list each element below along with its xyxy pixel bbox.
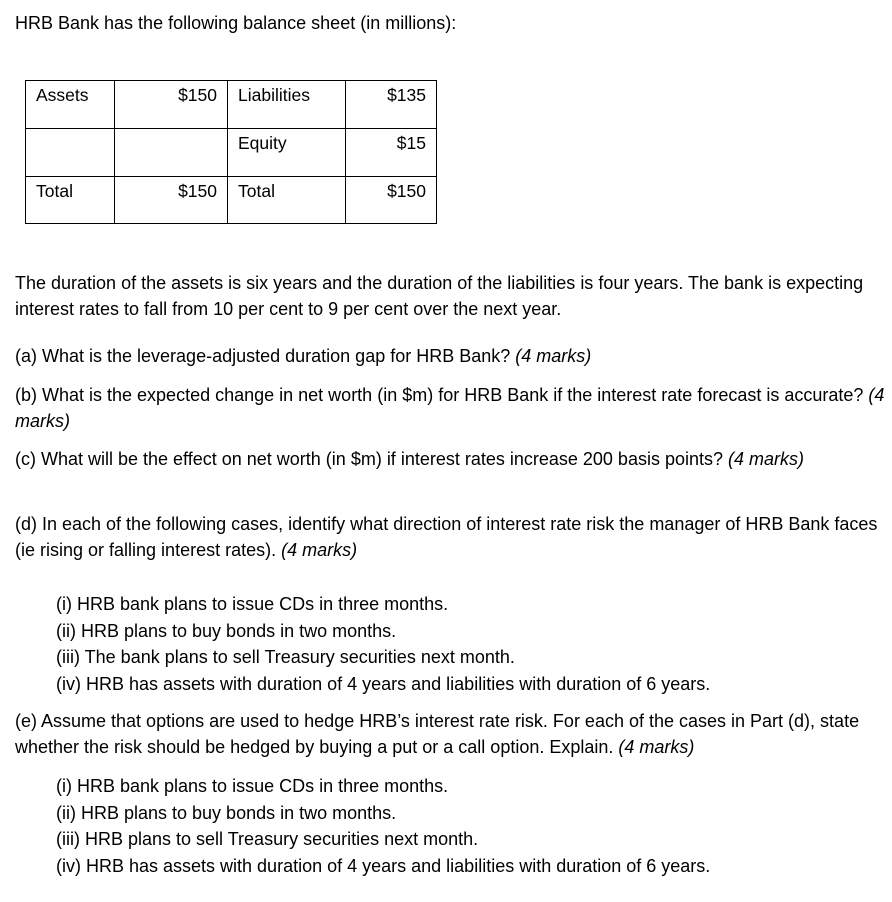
question-d-cases [56, 591, 710, 697]
question-b-marks: (4 marks) [15, 385, 885, 431]
question-d-text: (d) In each of the following cases, identify what direction of interest rate risk the manager of HRB Bank faces (ie rising or falling interest rates). [15, 514, 878, 560]
table-cell: Total [228, 177, 346, 224]
table-cell: $15 [346, 129, 437, 177]
table-cell: $150 [115, 177, 228, 224]
question-e-marks: (4 marks) [618, 737, 695, 757]
question-c-text: (c) What will be the effect on net worth (in $m) if interest rates increase 200 basis points? [15, 449, 728, 469]
list-item: (i) HRB bank plans to issue CDs in three months. [56, 594, 449, 614]
table-row [26, 177, 437, 224]
list-item: (iii) The bank plans to sell Treasury securities next month. [56, 647, 515, 667]
question-d-marks: (4 marks) [281, 540, 358, 560]
balance-sheet-table [25, 80, 437, 224]
question-c-marks: (4 marks) [728, 449, 804, 469]
question-d [15, 511, 885, 563]
list-item: (iii) HRB plans to sell Treasury securities next month. [56, 829, 479, 849]
question-a-marks: (4 marks) [515, 346, 592, 366]
question-e-cases [56, 773, 710, 879]
list-item: (iv) HRB has assets with duration of 4 years and liabilities with duration of 6 years. [56, 855, 711, 876]
question-b [15, 382, 885, 434]
table-cell: Liabilities [228, 81, 346, 129]
list-item: (ii) HRB plans to buy bonds in two months. [56, 620, 397, 641]
table-cell: $150 [346, 177, 437, 224]
table-cell: Assets [26, 81, 115, 129]
table-row [26, 81, 437, 129]
question-b-text: (b) What is the expected change in net worth (in $m) for HRB Bank if the interest rate forecast is accurate? [15, 385, 869, 405]
list-item: (ii) HRB plans to buy bonds in two months. [56, 802, 397, 823]
table-cell: $150 [115, 81, 228, 129]
question-a-text: (a) What is the leverage-adjusted duration gap for HRB Bank? [15, 346, 516, 366]
list-item: (i) HRB bank plans to issue CDs in three months. [56, 776, 449, 796]
table-cell: Equity [228, 129, 346, 177]
question-c [15, 446, 885, 472]
description-paragraph: The duration of the assets is six years and the duration of the liabilities is four years. The bank is expecting interest rates to fall from 10 per cent to 9 per cent over the next year. [15, 273, 864, 319]
table-row [26, 129, 437, 177]
table-cell: Total [26, 177, 115, 224]
question-e-text: (e) Assume that options are used to hedge HRB’s interest rate risk. For each of the cases in Part (d), state whether the risk should be hedged by buying a put or a call option. Explain. [15, 711, 860, 757]
table-cell [115, 129, 228, 177]
question-e [15, 708, 885, 760]
table-cell: $135 [346, 81, 437, 129]
table-cell [26, 129, 115, 177]
question-a [15, 343, 885, 369]
intro-text: HRB Bank has the following balance sheet (in millions): [15, 13, 457, 33]
list-item: (iv) HRB has assets with duration of 4 years and liabilities with duration of 6 years. [56, 673, 711, 694]
